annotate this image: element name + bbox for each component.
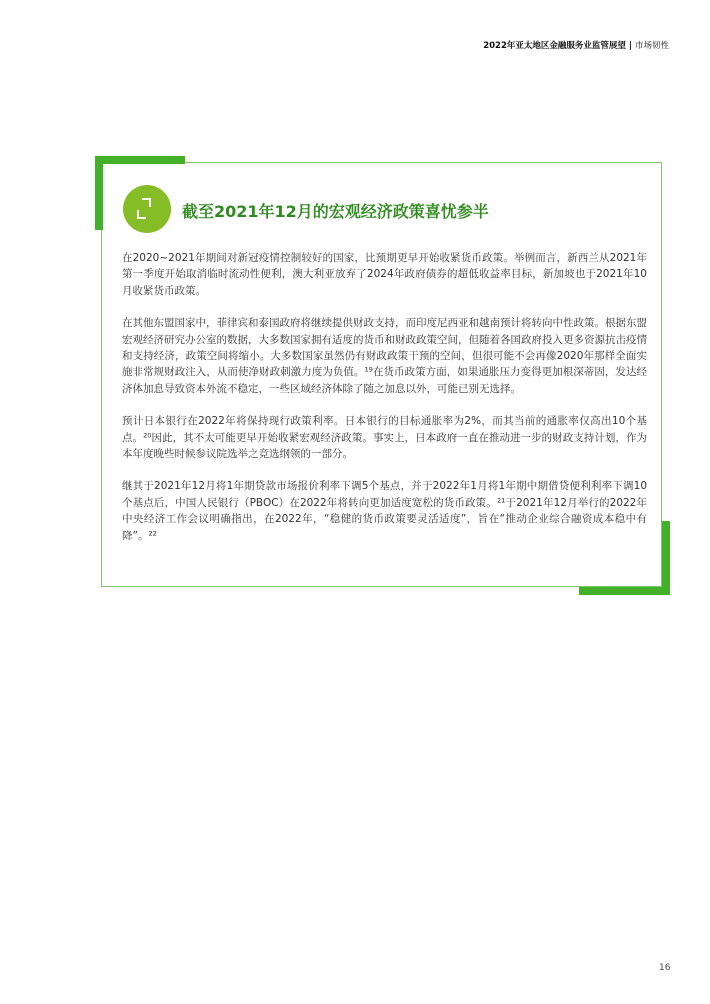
header-separator: |: [628, 41, 632, 51]
corner-accent-top-left: [95, 156, 185, 164]
corner-accent-bottom-right-vertical: [662, 521, 670, 595]
paragraph-2: 在其他东盟国家中，菲律宾和泰国政府将继续提供财政支持，而印度尼西亚和越南预计将转向中性政策。根据东盟宏观经济研究办公室的数据，大多数国家拥有适度的货币和财政政策空间，但随着各国政府投入更多资源抗击疫情和支持经济，政策空间将缩小。大多数国家虽然仍有财政政策干预的空间，但很可能不会再像2020年那样全面实施非常规财政注入，从而使净财政刺激力度为负值。¹⁹在货币政策方面，如果通胀压力变得更加根深蒂固，发达经济体加息导致资本外流不稳定，一些区域经济体除了随之加息以外，可能已别无选择。: [122, 317, 647, 395]
expand-corners-icon: [123, 185, 171, 233]
corner-accent-bottom-right: [579, 587, 670, 595]
paragraph-3: 预计日本银行在2022年将保持现行政策利率。日本银行的目标通胀率为2%，而其当前的通胀率仅高出10个基点。²⁰因此，其不太可能更早开始收紧宏观经济政策。事实上，日本政府一直在推动进一步的财政支持计划，作为本年度晚些时候参议院选举之竞选纲领的一部分。: [122, 415, 647, 461]
report-title: 2022年亚太地区金融服务业监管展望: [483, 41, 626, 51]
section-name: 市场韧性: [634, 41, 669, 51]
page-number: 16: [659, 963, 671, 973]
running-header: [483, 39, 669, 51]
callout-body: [122, 250, 647, 560]
paragraph-4: 继其于2021年12月将1年期贷款市场报价利率下调5个基点，并于2022年1月将1年期中期借贷便利利率下调10个基点后，中国人民银行（PBOC）在2022年将转向更加适度宽松的货币政策。²¹于2021年12月举行的2022年中央经济工作会议明确指出，在2022年，“稳健的货币政策要灵活适度”，旨在“推动企业综合融资成本稳中有降”。²²: [122, 480, 647, 542]
callout-title: 截至2021年12月的宏观经济政策喜忧参半: [182, 202, 489, 221]
paragraph-1: 在2020~2021年期间对新冠疫情控制较好的国家，比预期更早开始收紧货币政策。举例而言，新西兰从2021年第一季度开始取消临时流动性便利，澳大利亚放弃了2024年政府债券的超低收益率目标，新加坡也于2021年10月收紧货币政策。: [122, 252, 647, 297]
corner-accent-top-left-vertical: [95, 156, 103, 230]
